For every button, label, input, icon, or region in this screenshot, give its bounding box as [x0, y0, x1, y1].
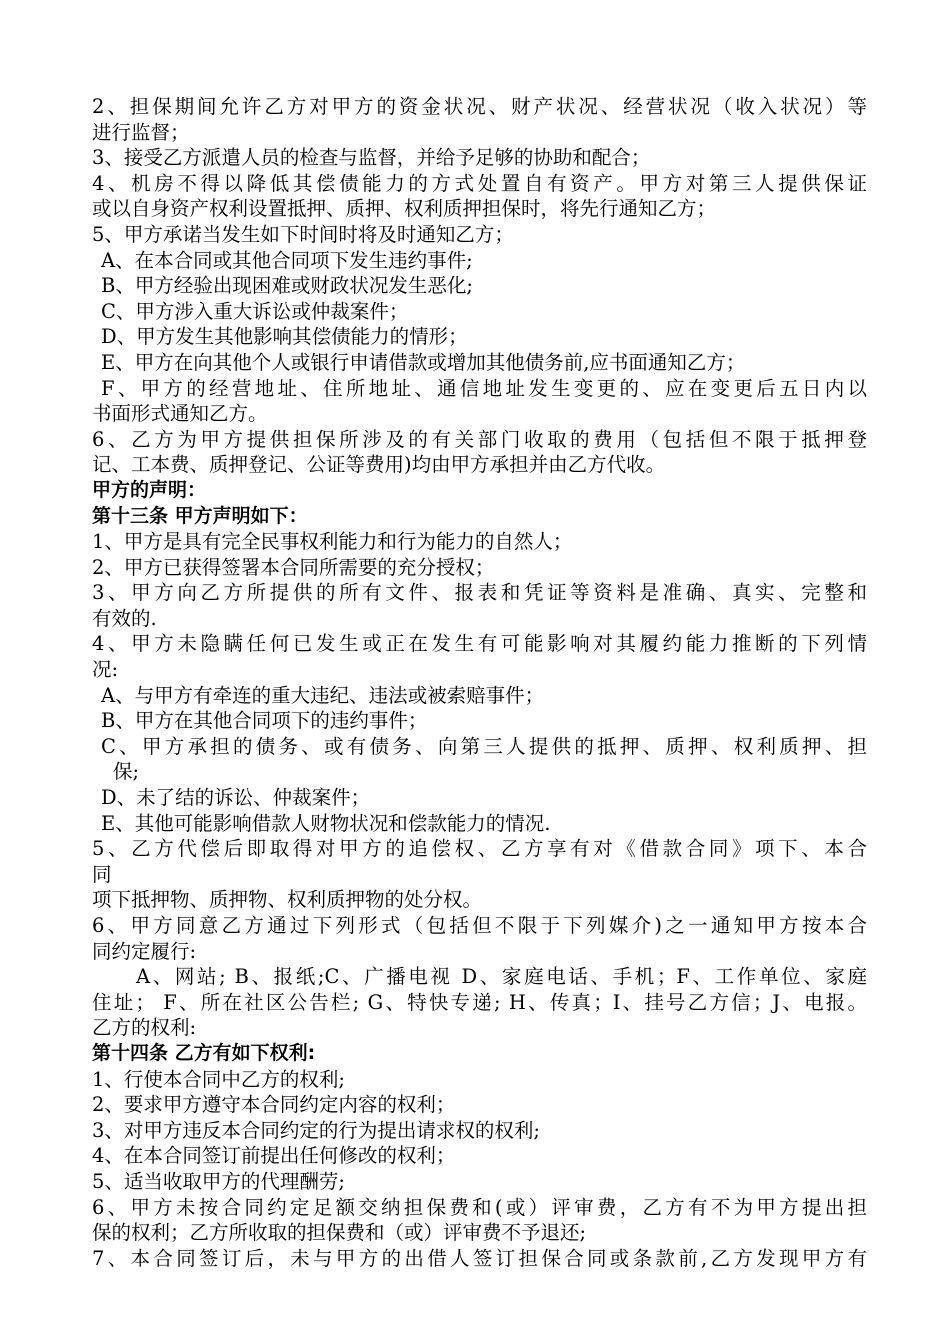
text-line: 保的权利；乙方所收取的担保费和（或）评审费不予退还;: [92, 1221, 587, 1245]
text-line: 有效的.: [92, 606, 157, 630]
text-line: A、在本合同或其他合同项下发生违约事件;: [101, 248, 473, 272]
text-line: 1、甲方是具有完全民事权利能力和行为能力的自然人；: [92, 530, 573, 554]
text-line: B、甲方在其他合同项下的违约事件；: [101, 709, 428, 733]
text-line: 4、在本合同签订前提出任何修改的权利；: [92, 1144, 456, 1168]
section-heading: 甲方的声明：: [92, 478, 207, 501]
text-line: 同约定履行:: [92, 939, 197, 963]
text-line: D、甲方发生其他影响其偿债能力的情形；: [101, 325, 468, 349]
text-line: 进行监督；: [92, 120, 190, 144]
text-line: 5、乙方代偿后即取得对甲方的追偿权、乙方享有对《借款合同》项下、本合: [92, 837, 867, 861]
text-line: 记、工本费、质押登记、公证等费用)均由甲方承担并由乙方代收。: [92, 453, 666, 477]
text-line: 或以自身资产权利设置抵押、质押、权利质押担保时，将先行通知乙方；: [92, 197, 717, 221]
text-line: 4、机房不得以降低其偿债能力的方式处置自有资产。甲方对第三人提供保证: [92, 171, 867, 195]
document-page: [92, 94, 867, 1271]
text-line: C、甲方承担的债务、或有债务、向第三人提供的抵押、质押、权利质押、担: [101, 734, 867, 758]
text-line: 3、对甲方违反本合同约定的行为提出请求权的权利;: [92, 1118, 540, 1142]
text-line: 6、甲方同意乙方通过下列形式（包括但不限于下列媒介)之一通知甲方按本合: [92, 914, 867, 937]
article-heading: 第十三条 甲方声明如下：: [92, 504, 308, 527]
text-line: 2、担保期间允许乙方对甲方的资金状况、财产状况、经营状况（收入状况）等: [92, 95, 867, 118]
text-line: 况:: [92, 658, 119, 682]
text-line: 书面形式通知乙方。: [92, 402, 268, 426]
text-line: 保;: [113, 760, 140, 784]
text-line: E、甲方在向其他个人或银行申请借款或增加其他债务前,应书面通知乙方；: [101, 350, 746, 374]
text-line: 3、甲方向乙方所提供的所有文件、报表和凭证等资料是准确、真实、完整和: [92, 581, 867, 605]
text-line: A、与甲方有牵连的重大违纪、违法或被索赔事件；: [101, 683, 545, 707]
text-line: 7、本合同签订后，未与甲方的出借人签订担保合同或条款前,乙方发现甲方有: [92, 1246, 867, 1270]
text-line: 1、行使本合同中乙方的权利;: [92, 1067, 345, 1091]
text-line: 同: [92, 862, 112, 886]
text-line: E、其他可能影响借款人财物状况和偿款能力的情况.: [101, 811, 551, 835]
text-line: 5、甲方承诺当发生如下时间时将及时通知乙方；: [92, 222, 514, 246]
text-line: 2、要求甲方遵守本合同约定内容的权利；: [92, 1093, 456, 1117]
text-line: 乙方的权利:: [92, 1016, 197, 1040]
text-line: 住址； F、所在社区公告栏; G、特快专递; H、传真；I、挂号乙方信；J、电报。: [92, 990, 867, 1014]
text-line: F、甲方的经营地址、住所地址、通信地址发生变更的、应在变更后五日内以: [101, 376, 867, 400]
text-line: B、甲方经验出现困难或财政状况发生恶化;: [101, 274, 473, 298]
text-line: 6、甲方未按合同约定足额交纳担保费和(或）评审费，乙方有不为甲方提出担: [92, 1195, 867, 1219]
text-line: 4、甲方未隐瞒任何已发生或正在发生有可能影响对其履约能力推断的下列情: [92, 632, 867, 656]
text-line: C、甲方涉入重大诉讼或仲裁案件；: [101, 299, 409, 323]
text-line: 5、适当收取甲方的代理酬劳;: [92, 1169, 345, 1193]
text-line: 项下抵押物、质押物、权利质押物的处分权。: [92, 888, 483, 912]
text-line: 6、乙方为甲方提供担保所涉及的有关部门收取的费用（包括但不限于抵押登: [92, 427, 867, 451]
text-line: 2、甲方已获得签署本合同所需要的充分授权；: [92, 555, 495, 579]
article-heading: 第十四条 乙方有如下权利:: [92, 1041, 316, 1064]
text-line: D、未了结的诉讼、仲裁案件；: [101, 786, 371, 810]
text-line: 3、接受乙方派遣人员的检查与监督，并给予足够的协助和配合；: [92, 146, 651, 170]
text-line: A、网站; B、报纸;C、广播电视 D、家庭电话、手机；F、工作单位、家庭: [136, 965, 867, 989]
